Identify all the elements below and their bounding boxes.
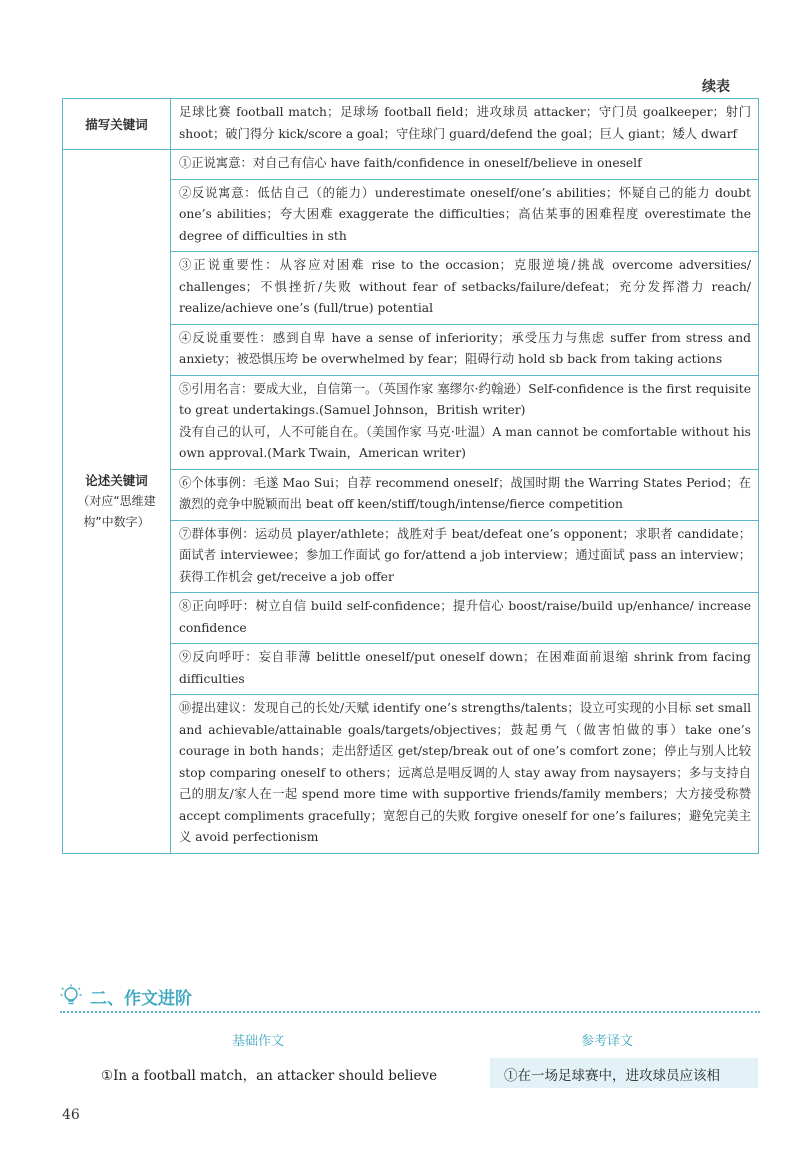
- keyword-cell: ⑧正向呼吁：树立自信 build self-confidence；提升信心 boost/raise/build up/enhance/ increase confidence: [171, 593, 759, 644]
- table-row: [63, 99, 759, 150]
- keyword-cell: ⑦群体事例：运动员 player/athlete；战胜对手 beat/defeat one’s opponent；求职者 candidate；面试者 interviewee；参加工作面试 go for/attend a job interview；通过面试 pass an interview；获得工作机会 get/receive a job offer: [171, 520, 759, 593]
- keyword-cell: ⑥个体事例：毛遂 Mao Sui；自荐 recommend oneself；战国时期 the Warring States Period；在激烈的竞争中脱颖而出 beat off keen/stiff/tough/intense/fierce competition: [171, 469, 759, 520]
- left-column-heading: 基础作文: [232, 1034, 285, 1049]
- continued-label: 续表: [702, 79, 730, 95]
- chinese-sentence: ①在一场足球赛中，进攻球员应该相: [504, 1068, 720, 1084]
- category-label: 描写关键词: [85, 116, 148, 132]
- translation-box: [490, 1058, 758, 1088]
- keyword-table: [62, 98, 759, 854]
- keyword-cell: ⑩提出建议：发现自己的长处/天赋 identify one’s strengths/talents；设立可实现的小目标 set small and achievable/attainable goals/targets/objectives；鼓起勇气（做害怕做的事）take one’s courage in both hands；走出舒适区 get/step/break out of one’s comfort zone；停止与别人比较 stop comparing oneself to others；远离总是唱反调的人 stay away from naysayers；多与支持自己的朋友/家人在一起 spend more time with supportive friends/family members；大方接受称赞 accept compliments gracefully；宽恕自己的失败 forgive oneself for one’s failures；避免完美主义 avoid perfectionism: [171, 695, 759, 854]
- keyword-cell: ④反说重要性：感到自卑 have a sense of inferiority；承受压力与焦虑 suffer from stress and anxiety；被恐惧压垮 be overwhelmed by fear；阻碍行动 hold sb back from taking actions: [171, 324, 759, 375]
- right-column-heading: 参考译文: [581, 1034, 634, 1049]
- category-cell: [63, 150, 171, 854]
- table-row: [63, 150, 759, 180]
- keyword-cell: ②反说寓意：低估自己（的能力）underestimate oneself/one’s abilities；怀疑自己的能力 doubt one’s abilities；夸大困难 exaggerate the difficulties；高估某事的困难程度 overestimate the degree of difficulties in sth: [171, 179, 759, 252]
- category-cell: [63, 99, 171, 150]
- page-number: 46: [62, 1107, 80, 1123]
- keyword-cell: ③正说重要性：从容应对困难 rise to the occasion；克服逆境/挑战 overcome adversities/ challenges；不惧挫折/失败 without fear of setbacks/failure/defeat；充分发挥潜力 reach/ realize/achieve one’s (full/true) potential: [171, 252, 759, 325]
- keyword-cell: ⑤引用名言：要成大业，自信第一。（英国作家 塞缪尔·约翰逊）Self-confidence is the first requisite to great undertakings.(Samuel Johnson，British writer) 没有自己的认可，人不可能自在。（美国作家 马克·吐温）A man cannot be comfortable without his own approval.(Mark Twain，American writer): [171, 375, 759, 469]
- section-divider: [60, 1011, 760, 1013]
- keyword-cell: 足球比赛 football match；足球场 football field；进攻球员 attacker；守门员 goalkeeper；射门 shoot；破门得分 kick/score a goal；守住球门 guard/defend the goal；巨人 giant；矮人 dwarf: [171, 99, 759, 150]
- keyword-cell: ⑨反向呼吁：妄自菲薄 belittle oneself/put oneself down；在困难面前退缩 shrink from facing difficulties: [171, 644, 759, 695]
- category-label: 论述关键词: [85, 472, 148, 488]
- section-header: [60, 982, 760, 1014]
- section-title: 二、作文进阶: [90, 989, 192, 1009]
- lightbulb-icon: [60, 984, 82, 1014]
- keyword-cell: ①正说寓意：对自己有信心 have faith/confidence in oneself/believe in oneself: [171, 150, 759, 180]
- category-note: （对应“思维建构”中数字）: [77, 493, 156, 529]
- english-sentence: ①In a football match，an attacker should believe: [101, 1068, 438, 1084]
